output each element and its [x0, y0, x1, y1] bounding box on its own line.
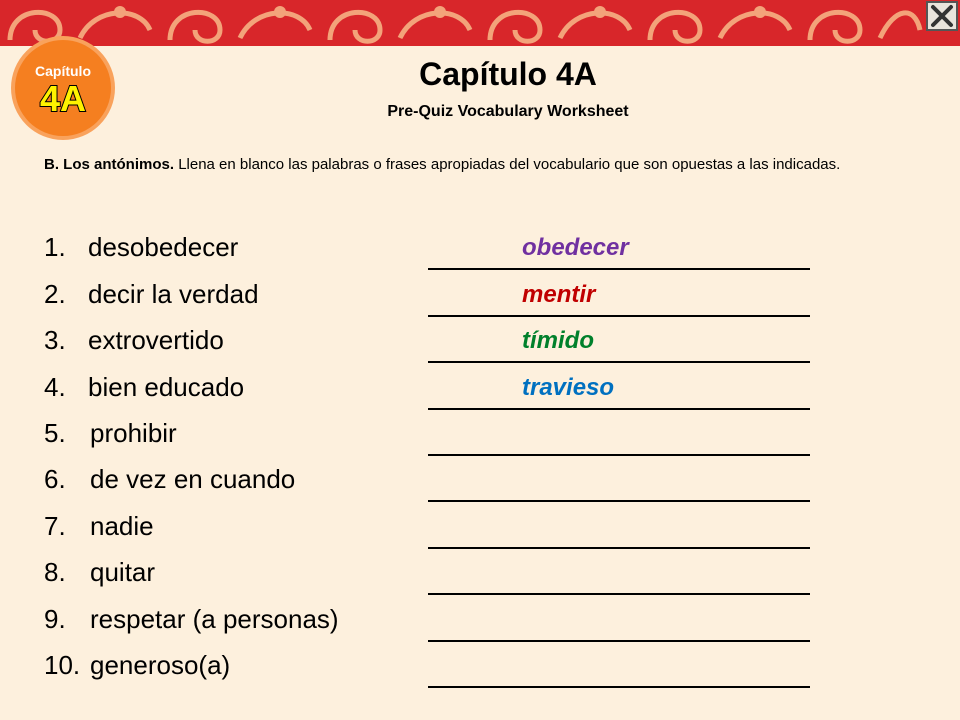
answer-text: tímido: [522, 327, 594, 354]
instructions: [44, 152, 894, 178]
chapter-badge: [8, 33, 118, 143]
item-word: prohibir: [90, 418, 177, 448]
item-word: quitar: [90, 557, 156, 587]
item-word: nadie: [90, 511, 154, 541]
item-number: 10.: [44, 650, 81, 680]
vocab-item: [44, 511, 824, 551]
page-subtitle: Pre-Quiz Vocabulary Worksheet: [387, 103, 629, 120]
item-number: 6.: [44, 464, 66, 494]
item-word: respetar (a personas): [90, 604, 339, 634]
vocab-item: [44, 557, 824, 597]
item-number: 2.: [44, 279, 66, 309]
close-button[interactable]: [926, 1, 958, 31]
item-word: de vez en cuando: [90, 464, 296, 494]
vocab-item: [44, 650, 824, 690]
vocab-item: [44, 604, 824, 644]
item-number: 8.: [44, 557, 66, 587]
item-word: extrovertido: [88, 325, 224, 355]
item-number: 5.: [44, 418, 66, 448]
item-number: 1.: [44, 232, 66, 262]
vocab-item: [44, 325, 824, 365]
answer-blank[interactable]: [428, 454, 810, 456]
item-word: decir la verdad: [88, 279, 259, 309]
banner-pattern: [0, 0, 960, 46]
instructions-text: Llena en blanco las palabras o frases apropiadas del vocabulario que son opuestas a las indicadas.: [178, 156, 841, 173]
item-number: 3.: [44, 325, 66, 355]
close-icon: [928, 3, 956, 29]
page-title: Capítulo 4A: [419, 56, 597, 92]
answer-blank[interactable]: [428, 686, 810, 688]
vocab-item: [44, 464, 824, 504]
decorative-banner: [0, 0, 960, 46]
item-word: bien educado: [88, 372, 245, 402]
vocab-item: [44, 372, 824, 412]
item-word: generoso(a): [90, 650, 231, 680]
answer-blank[interactable]: [428, 547, 810, 549]
answer-text: travieso: [522, 374, 615, 401]
answer-text: mentir: [522, 281, 596, 308]
item-number: 4.: [44, 372, 66, 402]
answer-blank[interactable]: [428, 408, 810, 410]
item-number: 9.: [44, 604, 66, 634]
badge-number: 4A: [39, 78, 87, 119]
answer-blank[interactable]: [428, 640, 810, 642]
item-number: 7.: [44, 511, 66, 541]
vocab-item: [44, 418, 824, 458]
badge-label: Capítulo: [35, 63, 91, 79]
answer-blank[interactable]: [428, 593, 810, 595]
answer-text: obedecer: [522, 234, 629, 261]
answer-blank[interactable]: [428, 315, 810, 317]
section-label: B. Los antónimos.: [44, 156, 175, 173]
answer-blank[interactable]: [428, 361, 810, 363]
vocab-item: [44, 232, 824, 272]
answer-blank[interactable]: [428, 268, 810, 270]
item-word: desobedecer: [88, 232, 239, 262]
vocab-item: [44, 279, 824, 319]
answer-blank[interactable]: [428, 500, 810, 502]
